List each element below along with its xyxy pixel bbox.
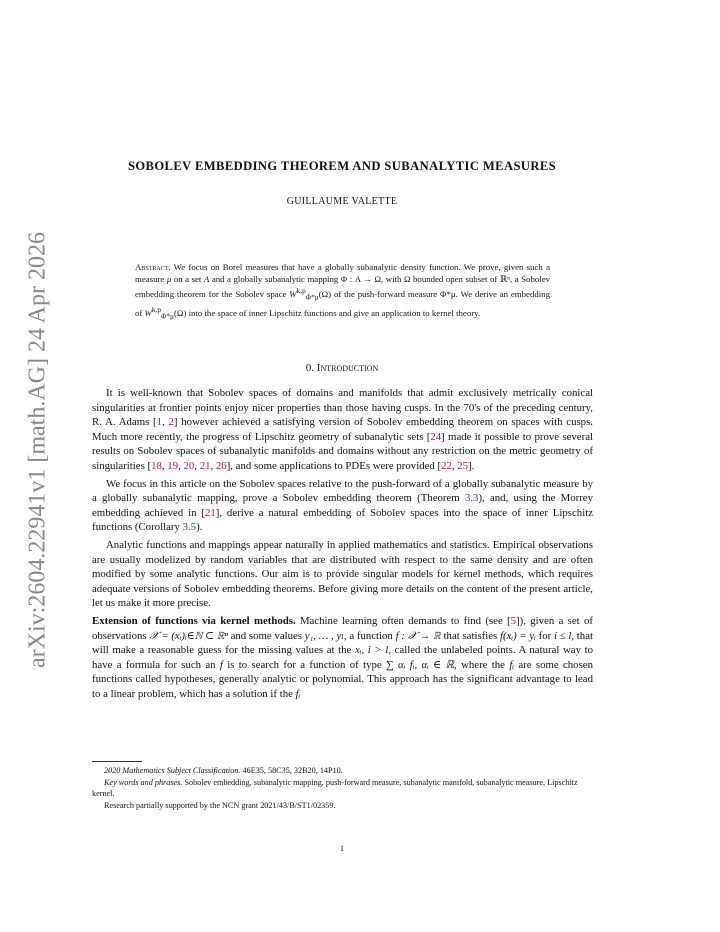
abstract-math: μ [166, 274, 172, 285]
text: ), and, using the Morrey embedding achieved in [ [92, 492, 593, 519]
abstract [135, 261, 550, 323]
citation-link[interactable]: 26 [215, 459, 227, 472]
section-title: Introduction [316, 362, 379, 374]
paragraph-4 [92, 614, 593, 702]
footnote-text: Sobolev embedding, subanalytic mapping, push-forward measure, subanalytic manifold, subanalytic measure, Lipschitz kernel. [92, 777, 578, 799]
citation-link[interactable]: 19 [167, 459, 179, 472]
abstract-math: (Ω) [173, 307, 187, 318]
text: , [361, 644, 368, 657]
math: fᵢ [509, 658, 515, 671]
citation-link[interactable]: 21 [199, 459, 211, 472]
text: , that will make a reasonable guess for the missing values at the [92, 629, 593, 657]
paragraph-heading: Extension of functions via kernel methods. [92, 614, 296, 627]
math: 𝒳 = (xᵢ)ᵢ∈ℕ ⊂ ℝⁿ [149, 629, 228, 642]
text: for [535, 629, 554, 642]
citation-link[interactable]: 22 [441, 459, 452, 472]
abstract-math: W [289, 289, 297, 300]
abstract-math-sub: Φ*μ [161, 311, 174, 321]
abstract-text: We focus on Borel measures that have a globally subanalytic density function. We prove, given such a measure [135, 262, 550, 285]
text: ] made it possible to prove several results on Sobolev spaces of subanalytic manifolds and domains without any restriction on the metric geometry of singularities [ [92, 430, 593, 472]
abstract-label: Abstract. [135, 262, 171, 272]
footnotes [92, 765, 593, 811]
page-number: 1 [339, 843, 345, 853]
text: and some values [227, 629, 305, 642]
section-heading [92, 362, 592, 374]
footnote-text: 46E35, 58C35, 32B20, 14P10. [240, 766, 343, 775]
text: that satisfies [440, 629, 500, 642]
paragraph-3: Analytic functions and mappings appear naturally in applied mathematics and statistics. Empirical observations are usually modelized by random variables that are distributed with respect to the same density and are often modified by some analytic functions. Our aim is to provide singular models for kernel methods, which requires adequate versions of Sobolev embedding theorems. Before giving more details on the content of the present article, let us make it more precise. [92, 538, 593, 610]
body-text [92, 386, 593, 704]
abstract-text: and a globally subanalytic mapping [209, 274, 341, 285]
abstract-math: Φ : A → Ω [340, 274, 382, 285]
text: is to search for a function of type [222, 658, 386, 671]
abstract-math-sub: Φ*μ [305, 292, 319, 302]
abstract-math-sup: k,p [296, 286, 306, 296]
abstract-text: on a set [171, 274, 204, 285]
math: fᵢ [295, 687, 301, 700]
citation-link[interactable]: 18 [151, 459, 162, 472]
footnote-divider [92, 761, 142, 762]
footnote-grant: Research partially supported by the NCN grant 2021/43/B/ST1/02359. [104, 800, 336, 810]
footnote-msc [92, 765, 593, 777]
math: f [219, 658, 223, 671]
text: ]), given a set of observations [92, 614, 593, 642]
math: i ≤ l [553, 629, 572, 642]
paper-author: GUILLAUME VALETTE [286, 196, 398, 207]
abstract-math: Φ*μ [440, 289, 456, 300]
text: , [414, 658, 422, 671]
citation-link[interactable]: 24 [430, 430, 442, 443]
abstract-text: of the push-forward measure [331, 289, 441, 300]
math: f : 𝒳 → ℝ [395, 629, 441, 642]
abstract-math: A [203, 274, 210, 285]
citation-link[interactable]: 20 [183, 459, 195, 472]
abstract-text: , a Sobolev embedding theorem for the Sobolev space [135, 274, 550, 300]
paragraph-1: It is well-known that Sobolev spaces of domains and manifolds that admit exclusively metrically conical singularities at frontier points enjoy nicer properties than those having cusps. In the 70's of the preceding century, R. A. Adams [1, 2] however achieved a satisfying version of Sobolev embedding theorem on spaces with cusps. Much more recently, the progress of Lipschitz geometry of subanalytic sets [24] made it possible to prove several results on Sobolev spaces of subanalytic manifolds and domains without any restriction on the metric geometry of singularities [18, 19, 20, 21, 26], and some applications to PDEs were provided [22, 25]. [92, 387, 593, 472]
abstract-math: W [144, 307, 152, 318]
abstract-text: into the space of inner Lipschitz functions and give an application to kernel theory. [186, 307, 481, 318]
math: αᵢ ∈ ℝ [421, 658, 455, 671]
text: , a function [343, 629, 396, 642]
arxiv-identifier [20, 232, 56, 668]
math: i > l [367, 644, 389, 657]
paper-title: SOBOLEV EMBEDDING THEOREM AND SUBANALYTIC MEASURES [127, 159, 557, 173]
footnote-keywords [92, 777, 593, 800]
text: Machine learning often demands to find (see [ [295, 614, 511, 627]
arxiv-identifier-text: arXiv:2604.22941v1 [math.AG] 24 Apr 2026 [24, 232, 51, 668]
abstract-math: ℝⁿ [499, 274, 510, 285]
math: f(xᵢ) = yᵢ [500, 629, 536, 642]
text: It is well-known that Sobolev spaces of domains and manifolds that admit exclusively metrically conical singularities at frontier points enjoy nicer properties than those having cusps. In the 70's of the preceding century, R. A. Adams [ [92, 387, 593, 429]
text: ], and some applications to PDEs were provided [ [226, 459, 442, 472]
text: ]. [468, 459, 475, 472]
corollary-link[interactable]: 3.5 [182, 521, 197, 534]
footnote-label: 2020 Mathematics Subject Classification. [104, 766, 241, 775]
text: , where the [454, 658, 510, 671]
theorem-link[interactable]: 3.3 [464, 492, 479, 505]
math: xᵢ [354, 644, 362, 657]
text: ] however achieved a satisfying version of Sobolev embedding theorem on spaces with cusps. Much more recently, the progress of Lipschitz geometry of subanalytic sets [ [92, 416, 593, 443]
citation-link[interactable]: 2 [168, 416, 174, 429]
text: ], derive a natural embedding of Sobolev spaces into the space of inner Lipschitz functions (Corollary [92, 506, 593, 534]
math: y₁, … , yₗ [304, 629, 344, 642]
citation-link[interactable]: 21 [204, 506, 216, 519]
abstract-math: (Ω) [318, 289, 332, 300]
text: are some chosen functions called hypotheses, generally analytic or polynomial. This approach has the significant advantage to lead to a linear problem, which has a solution if the [92, 658, 593, 700]
text: We focus in this article on the Sobolev spaces relative to the push-forward of a globally subanalytic measure by a globally subanalytic mapping, prove a Sobolev embedding theorem (Theorem [92, 477, 593, 505]
footnote-label: Key words and phrases. [104, 777, 183, 787]
citation-link[interactable]: 5 [510, 614, 517, 627]
citation-link[interactable]: 1 [156, 416, 163, 429]
math: ∑ αᵢ fᵢ [385, 658, 415, 671]
citation-link[interactable]: 25 [457, 459, 469, 472]
text: , called the unlabeled points. A natural way to have a formula for such an [92, 644, 593, 671]
abstract-text: . We derive an embedding of [135, 289, 550, 318]
text: ). [196, 521, 203, 534]
abstract-math-sup: k,p [151, 304, 162, 314]
paragraph-2 [92, 477, 593, 535]
abstract-text: , with Ω bounded open subset of [381, 274, 500, 285]
section-number: 0. [305, 362, 315, 374]
